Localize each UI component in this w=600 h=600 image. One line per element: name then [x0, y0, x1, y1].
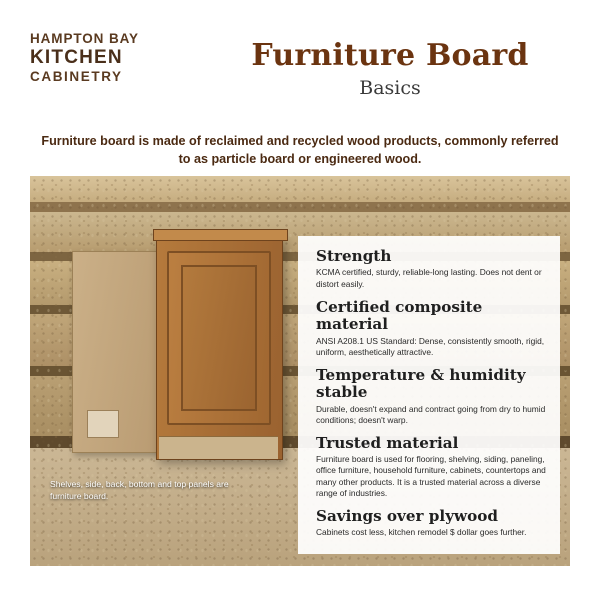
cabinet-base-panel — [159, 436, 278, 459]
feature-heading: Strength — [316, 247, 392, 265]
cabinet-door-panel — [181, 265, 257, 411]
cabinet-image — [156, 236, 283, 460]
intro-text: Furniture board is made of reclaimed and recycled wood products, commonly referred to as particle board or engineered wood. — [41, 134, 559, 167]
feature-heading: Trusted material — [316, 433, 459, 452]
feature-heading: Certified composite material — [316, 297, 483, 334]
feature-heading: Temperature & humidity stable — [316, 365, 526, 402]
feature-item — [316, 248, 546, 290]
box-label — [87, 410, 119, 438]
product-photo — [30, 176, 570, 566]
feature-body: ANSI A208.1 US Standard: Dense, consistently smooth, rigid, uniform, aesthetically attractive. — [316, 335, 545, 357]
feature-heading: Savings over plywood — [316, 506, 498, 525]
cabinet-door — [167, 251, 271, 425]
brand-line-cabinetry: CABINETRY — [30, 69, 123, 85]
feature-body: KCMA certified, sturdy, reliable-long lasting. Does not dent or distort easily. — [316, 267, 542, 289]
feature-item — [316, 299, 546, 358]
feature-item — [316, 367, 546, 426]
page-title: Furniture Board — [251, 38, 529, 73]
features-panel — [298, 236, 560, 554]
cardboard-box — [72, 251, 160, 453]
brand-line-kitchen: KITCHEN — [30, 47, 123, 69]
brand-line-hampton-bay: HAMPTON BAY — [30, 31, 139, 46]
feature-body: Durable, doesn't expand and contract going from dry to humid conditions; doesn't warp. — [316, 403, 546, 425]
title-block — [200, 38, 580, 99]
page-subtitle: Basics — [359, 77, 421, 99]
feature-body: Furniture board is used for flooring, shelving, siding, paneling, office furniture, household furniture, cabinets, countertops and many other products. It is a trusted material across a diverse range of industries. — [316, 454, 546, 498]
photo-caption: Shelves, side, back, bottom and top panels are furniture board. — [50, 479, 229, 501]
brand-logo — [30, 32, 210, 84]
feature-item — [316, 508, 546, 539]
cabinet-top-panel — [153, 229, 288, 241]
feature-body: Cabinets cost less, kitchen remodel $ dollar goes further. — [316, 527, 527, 538]
feature-item — [316, 435, 546, 499]
